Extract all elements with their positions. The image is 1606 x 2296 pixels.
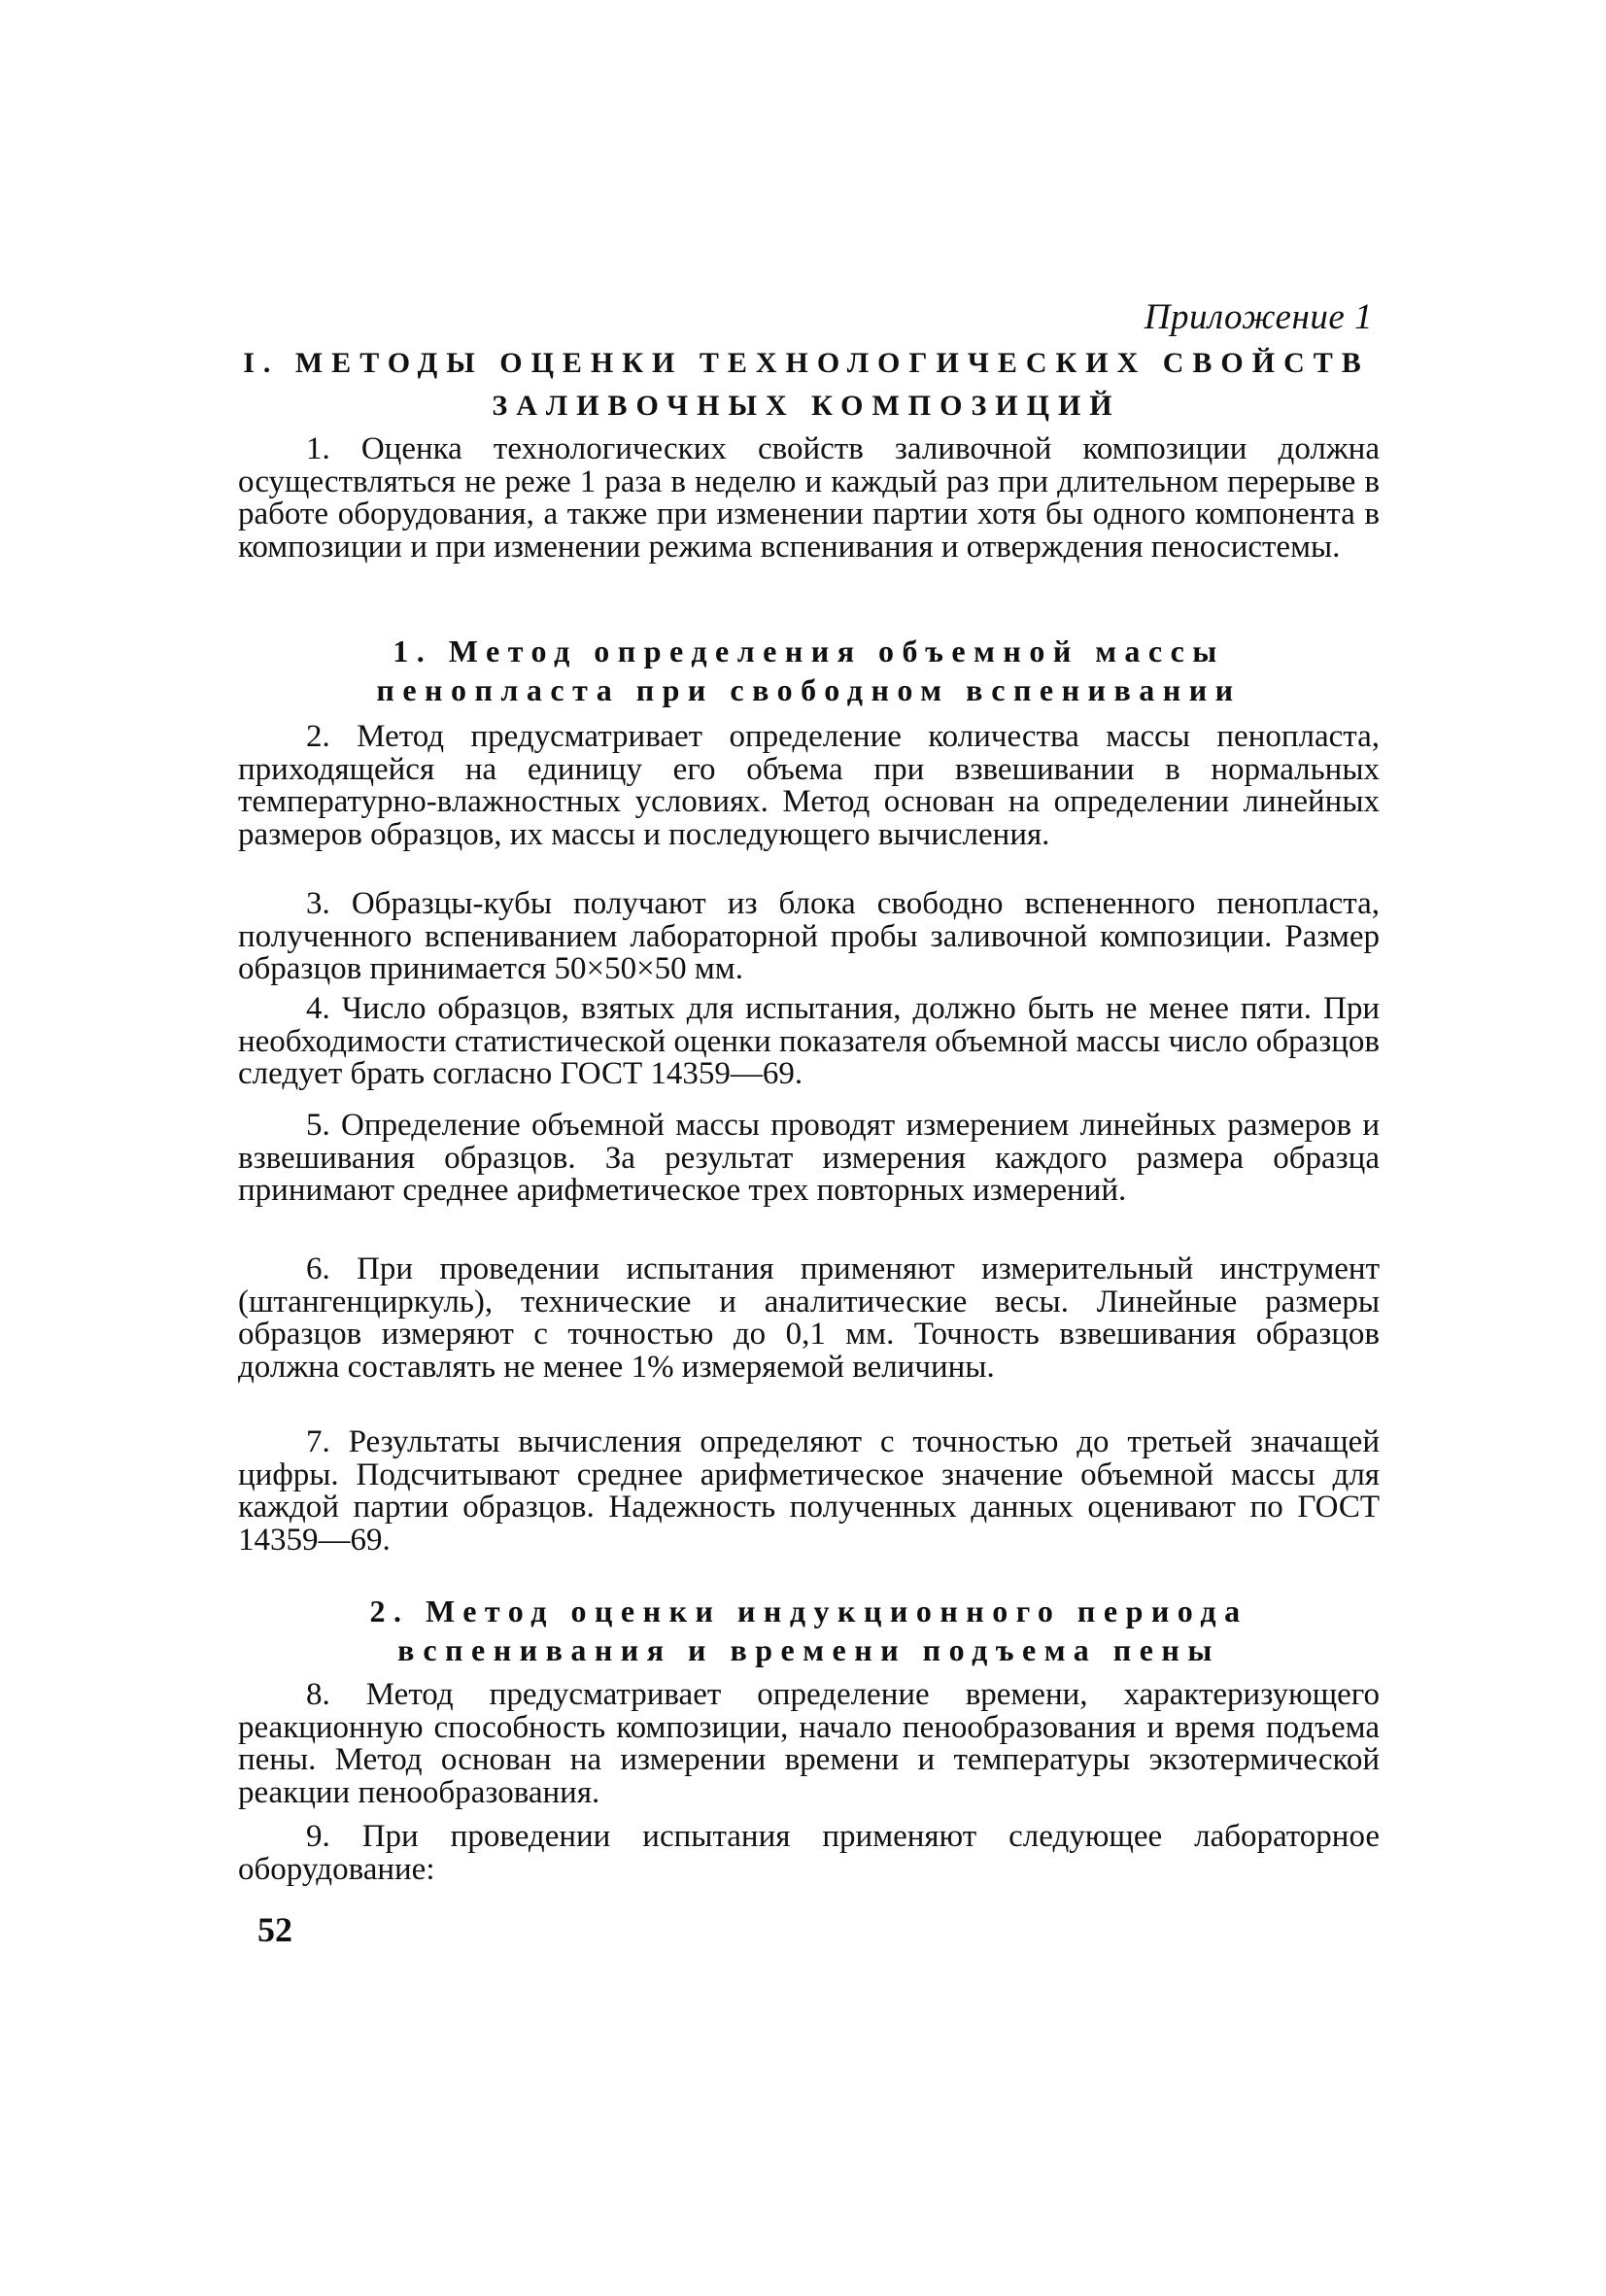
section-1-title-block bbox=[238, 632, 1380, 709]
paragraph-9: 9. При проведении испытания применяют следующее лабораторное оборудование: bbox=[238, 1819, 1380, 1887]
section-1-paragraph-5 bbox=[238, 1110, 1380, 1208]
section-1-paragraph-6 bbox=[238, 1253, 1380, 1384]
section-1-title-line-1: 1. Метод определения объемной массы bbox=[393, 634, 1225, 668]
section-1-paragraph-2 bbox=[238, 721, 1380, 851]
main-title-line-1: I. МЕТОДЫ ОЦЕНКИ ТЕХНОЛОГИЧЕСКИХ СВОЙСТВ bbox=[243, 347, 1370, 379]
section-1-title-line-2: пенопласта при свободном вспенивании bbox=[376, 672, 1242, 707]
section-2-title bbox=[238, 1592, 1380, 1669]
paragraph-5: 5. Определение объемной массы проводят измерением линейных размеров и взвешивания образцов. За результат измерения каждого размера образца принимают среднее арифметическое трех повторных измерений. bbox=[238, 1108, 1380, 1208]
paragraph-2: 2. Метод предусматривает определение количества массы пенопласта, приходящейся на единицу его объема при взвешивании в нормальных температурно-влажностных условиях. Метод основан на определении линейных размеров образцов, их массы и последующего вычисления. bbox=[238, 719, 1380, 852]
section-2-paragraph-8 bbox=[238, 1679, 1380, 1809]
appendix-label: Приложение 1 bbox=[1144, 297, 1373, 337]
paragraph-7: 7. Результаты вычисления определяют с точностью до третьей значащей цифры. Подсчитывают среднее арифметическое значение объемной массы для каждой партии образцов. Надежность полученных данных оценивают по ГОСТ 14359—69. bbox=[238, 1424, 1380, 1558]
paragraph-3: 3. Образцы-кубы получают из блока свободно вспененного пенопласта, полученного вспениванием лабораторной пробы заливочной композиции. Размер образцов принимается 50×50×50 мм. bbox=[238, 886, 1380, 986]
section-1-paragraph-7 bbox=[238, 1426, 1380, 1557]
section-1-paragraph-4 bbox=[238, 993, 1380, 1091]
paragraph-8: 8. Метод предусматривает определение времени, характеризующего реакционную способность композиции, начало пенообразования и время подъема пены. Метод основан на измерении времени и температуры экзотермической реакции пенообразования. bbox=[238, 1677, 1380, 1810]
main-title-line-2: ЗАЛИВОЧНЫХ КОМПОЗИЦИЙ bbox=[492, 390, 1121, 422]
section-2-title-block bbox=[238, 1592, 1380, 1669]
paragraph-4: 4. Число образцов, взятых для испытания, должно быть не менее пяти. При необходимости статистической оценки показателя объемной массы число образцов следует брать согласно ГОСТ 14359—69. bbox=[238, 991, 1380, 1091]
main-title bbox=[233, 342, 1380, 428]
intro-block bbox=[238, 433, 1380, 564]
section-2-title-line-2: вспенивания и времени подъема пены bbox=[397, 1632, 1220, 1667]
page-number: 52 bbox=[257, 1910, 292, 1949]
section-2-title-line-1: 2. Метод оценки индукционного периода bbox=[369, 1593, 1248, 1628]
paragraph-6: 6. При проведении испытания применяют измерительный инструмент (штангенциркуль), технические и аналитические весы. Линейные размеры образцов измеряют с точностью до 0,1 мм. Точность взвешивания образцов должна составлять не менее 1% измеряемой величины. bbox=[238, 1251, 1380, 1385]
section-2-paragraph-9 bbox=[238, 1821, 1380, 1886]
paragraph-1: 1. Оценка технологических свойств заливочной композиции должна осуществляться не реже 1 раза в неделю и каждый раз при длительном перерыве в работе оборудования, а также при изменении партии хотя бы одного компонента в композиции и при изменении режима вспенивания и отверждения пеносистемы. bbox=[238, 431, 1380, 565]
section-1-paragraph-3 bbox=[238, 888, 1380, 986]
section-1-title bbox=[238, 632, 1380, 709]
